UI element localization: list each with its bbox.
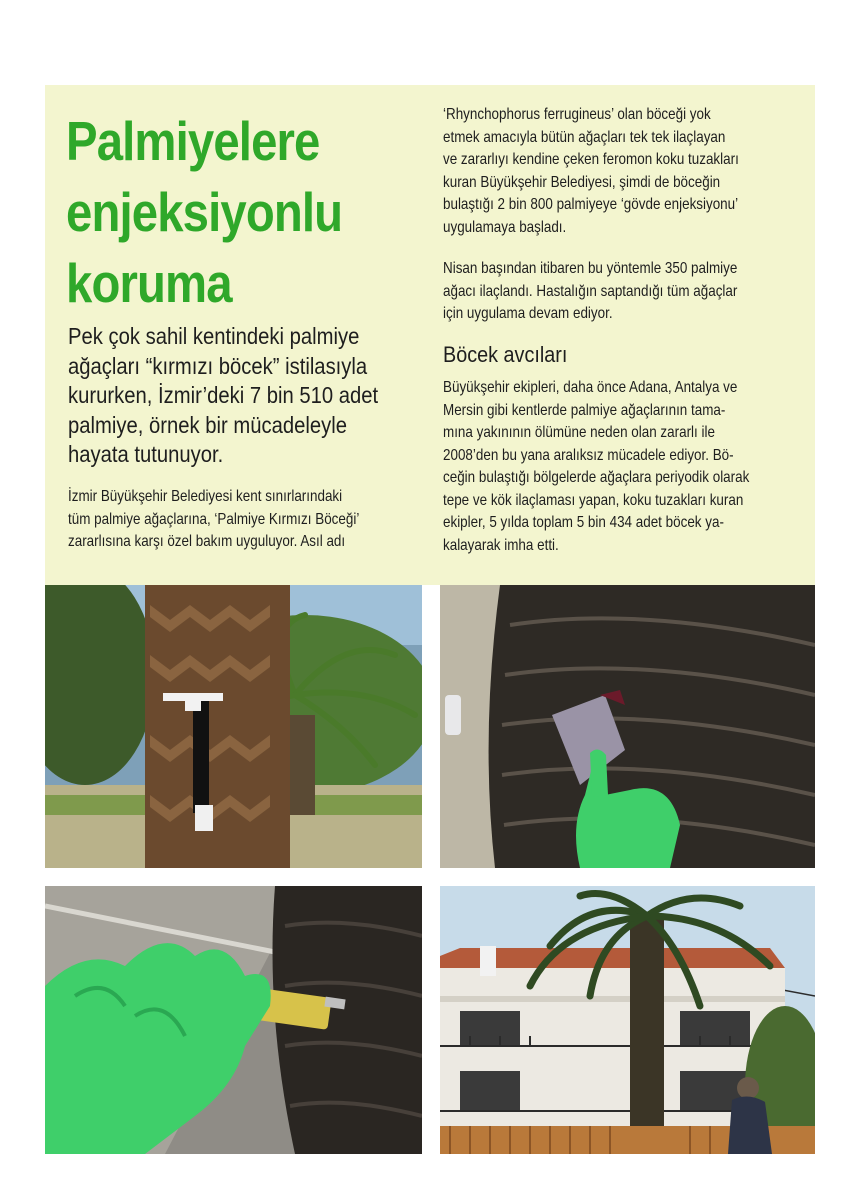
- body-line: tepe ve kök ilaçlaması yapan, koku tuzakları kuran: [443, 491, 744, 509]
- headline-line: Palmiyelere: [66, 110, 320, 172]
- body-line: zararlısına karşı özel bakım uyguluyor. Asıl adı: [68, 533, 346, 550]
- body-line: Mersin gibi kentlerde palmiye ağaçlarının tama-: [443, 401, 726, 419]
- body-line: uygulamaya başladı.: [443, 218, 567, 236]
- lead-line: palmiye, örnek bir mücadeleyle: [68, 411, 348, 438]
- body-line: ceğin bulaştığı bölgelerde ağaçlara periyodik olarak: [443, 469, 750, 486]
- lead-line: kururken, İzmir’deki 7 bin 510 adet: [68, 382, 379, 408]
- body-line: etmek amacıyla bütün ağaçları tek tek ilaçlayan: [443, 128, 726, 146]
- body-line: Büyükşehir ekipleri, daha önce Adana, Antalya ve: [443, 379, 738, 396]
- lead-line: Pek çok sahil kentindeki palmiye: [68, 323, 360, 349]
- article-lead: [68, 322, 423, 470]
- body-line: kalayarak imha etti.: [443, 536, 559, 554]
- body-paragraph-left: [68, 486, 428, 554]
- body-line: için uygulama devam ediyor.: [443, 305, 613, 322]
- body-line: bulaştığı 2 bin 800 palmiyeye ‘gövde enjeksiyonu’: [443, 196, 739, 213]
- section-subheading: Böcek avcıları: [443, 342, 568, 367]
- body-line: mına yakınının ölümüne neden olan zararlı ile: [443, 424, 715, 441]
- body-line: tüm palmiye ağaçlarına, ‘Palmiye Kırmızı Böceği’: [68, 510, 360, 528]
- lead-line: ağaçları “kırmızı böcek” istilasıyla: [68, 352, 368, 379]
- photo-trap-on-trunk: [440, 585, 815, 868]
- article-headline: [66, 106, 384, 319]
- photo-syringe-injection: [45, 886, 422, 1154]
- photo-palm-injection-device: [45, 585, 422, 868]
- headline-line: enjeksiyonlu: [66, 181, 343, 243]
- headline-line: koruma: [66, 252, 232, 314]
- body-paragraph-right-1: [443, 104, 798, 239]
- body-line: kuran Büyükşehir Belediyesi, şimdi de böceğin: [443, 173, 721, 191]
- body-line: 2008’den bu yana aralıksız mücadele ediyor. Bö-: [443, 446, 734, 464]
- body-line: ve zararlıyı kendine çeken feromon koku tuzakları: [443, 151, 739, 168]
- photo-house-palm-tree: [440, 886, 815, 1154]
- body-line: ‘Rhynchophorus ferrugineus’ olan böceği yok: [443, 106, 711, 123]
- body-line: İzmir Büyükşehir Belediyesi kent sınırlarındaki: [68, 488, 343, 505]
- lead-line: hayata tutunuyor.: [68, 441, 224, 467]
- body-line: ekipler, 5 yılda toplam 5 bin 434 adet böcek ya-: [443, 514, 724, 531]
- body-line: Nisan başından itibaren bu yöntemle 350 palmiye: [443, 260, 738, 277]
- body-line: ağacı ilaçlandı. Hastalığın saptandığı tüm ağaçlar: [443, 282, 738, 300]
- body-paragraph-right-3: [443, 377, 798, 557]
- body-paragraph-right-2: [443, 258, 798, 326]
